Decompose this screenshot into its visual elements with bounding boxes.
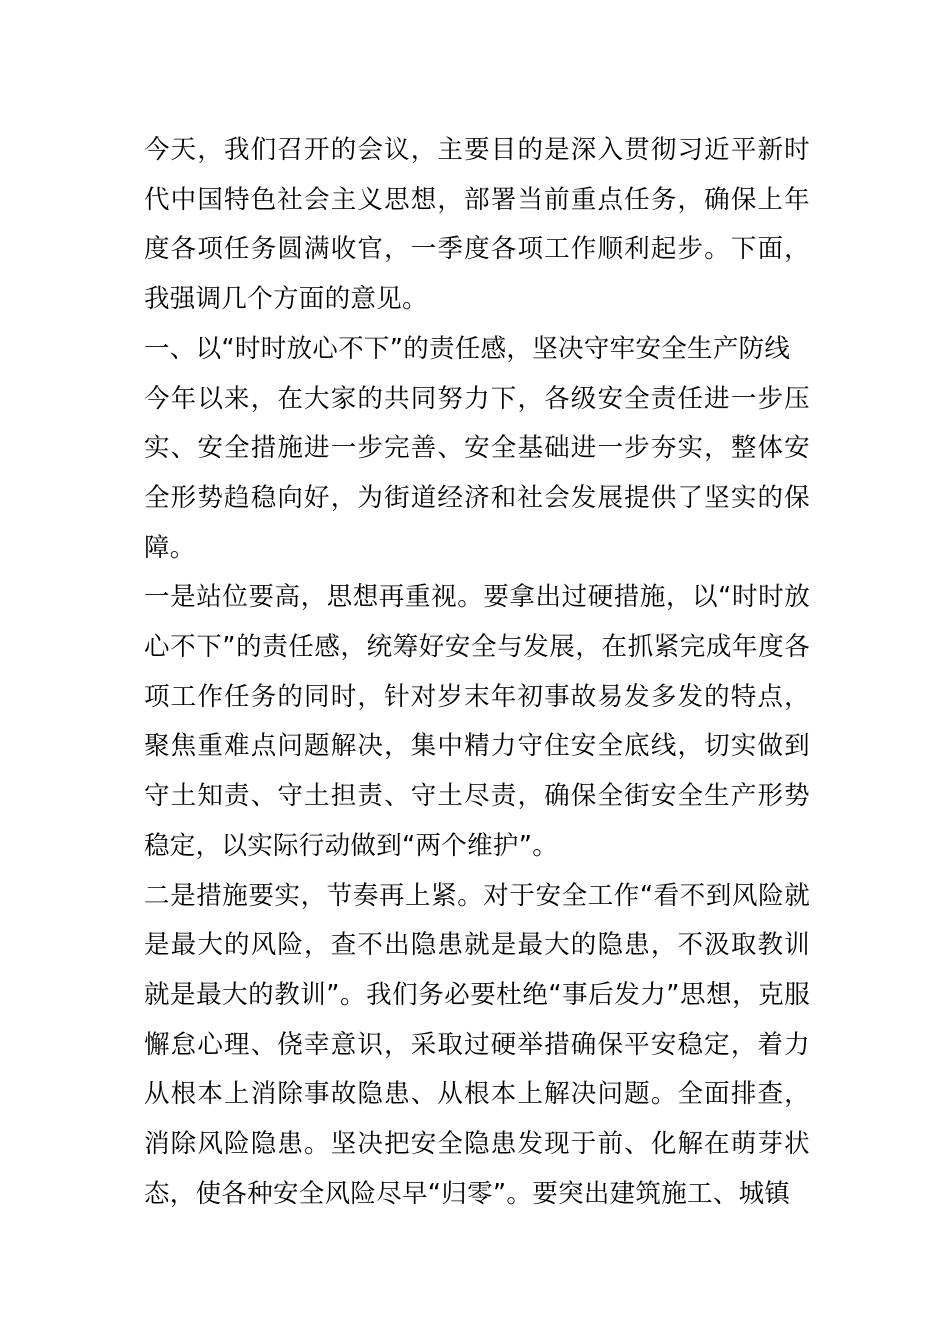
document-body [144, 126, 810, 1219]
section-1-intro-paragraph: 今年以来，在大家的共同努力下，各级安全责任进一步压实、安全措施进一步完善、安全基础进一步夯实，整体安全形势趋稳向好，为街道经济和社会发展提供了坚实的保障。 [144, 383, 810, 563]
section-heading-1: 一、以“时时放心不下”的责任感，坚决守牢安全生产防线 [144, 333, 791, 364]
point-1-paragraph: 一是站位要高，思想再重视。要拿出过硬措施，以“时时放心不下”的责任感，统筹好安全与发展，在抓紧完成年度各项工作任务的同时，针对岁末年初事故易发多发的特点，聚焦重难点问题解决，集中精力守住安全底线，切实做到守土知责、守土担责、守土尽责，确保全街安全生产形势稳定，以实际行动做到“两个维护”。 [144, 582, 810, 861]
point-2-paragraph: 二是措施要实，节奏再上紧。对于安全工作“看不到风险就是最大的风险，查不出隐患就是最大的隐患，不汲取教训就是最大的教训”。我们务必要杜绝“事后发力”思想，克服懈怠心理、侥幸意识，采取过硬举措确保平安稳定，着力从根本上消除事故隐患、从根本上解决问题。全面排查，消除风险隐患。坚决把安全隐患发现于前、化解在萌芽状态，使各种安全风险尽早“归零”。要突出建筑施工、城镇 [144, 880, 810, 1209]
opening-paragraph: 今天，我们召开的会议，主要目的是深入贯彻习近平新时代中国特色社会主义思想，部署当前重点任务，确保上年度各项任务圆满收官，一季度各项工作顺利起步。下面，我强调几个方面的意见。 [144, 135, 810, 315]
